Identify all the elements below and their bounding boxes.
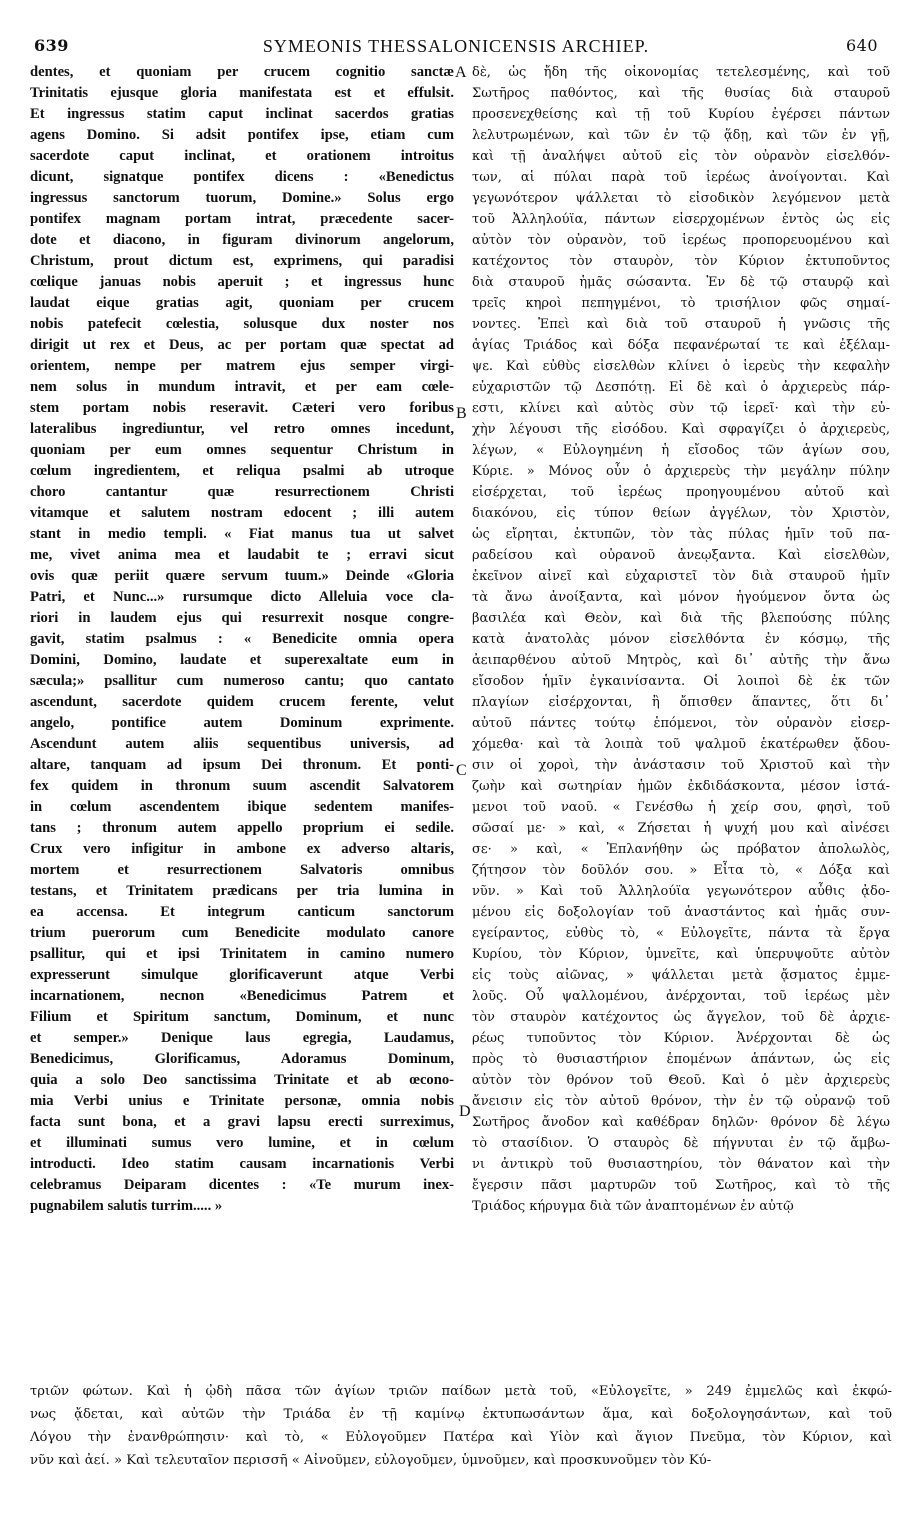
bottom-text-line: νως ᾄδεται, καὶ αὐτῶν τὴν Τριάδα ἐν τῇ καμίνῳ ἐκτυπωσάντων ἅμα, καὶ δοξολογησάντων, καὶ τοῦ — [30, 1407, 892, 1422]
latin-text-line: me, vivet anima mea et laudabit te ; erravi sicut — [30, 547, 454, 563]
latin-text-line: ingressus sanctorum tuorum, Domine.» Solus ergo — [30, 190, 454, 206]
margin-mark-a: A — [455, 64, 467, 81]
latin-text-line: dote et diacono, in figuram divinorum angelorum, — [30, 232, 454, 248]
greek-text-line: βασιλέα καὶ Θεὸν, καὶ διὰ τῆς βλεπούσης πύλης — [472, 611, 890, 626]
latin-text-line: Trinitatis ejusque gloria manifestata est et effulsit. — [30, 85, 454, 101]
latin-column — [30, 62, 454, 1217]
greek-text-line: εὐχαριστῶν τῷ Δεσπότῃ. Εἰ δὲ καὶ ὁ ἀρχιερεὺς πάρ- — [472, 380, 890, 395]
latin-text-line: altare, tanquam ad ipsum Dei thronum. Et ponti- — [30, 757, 454, 773]
latin-text-line: nem solus in mundum intravit, et per eam cœle- — [30, 379, 454, 395]
greek-text-line: ραδείσου καὶ οὐρανοῦ ἀνεῳξαντα. Καὶ εἰσελθὼν, — [472, 548, 890, 563]
greek-text-line: τὰ ἄνω ἀνοίξαντα, καὶ μόνον ἡγούμενον ὄντα ὡς — [472, 590, 890, 605]
greek-text-line: Σωτῆρος παθόντος, καὶ τῆς θυσίας διὰ σταυροῦ — [472, 86, 890, 101]
page-number-left: 639 — [34, 36, 69, 55]
greek-text-line: ἀειπαρθένου αὐτοῦ Μητρὸς, καὶ δι᾽ αὐτῆς τὴν ἄνω — [472, 653, 890, 668]
latin-text-line: gavit, statim psalmus : « Benedicite omnia opera — [30, 631, 454, 647]
greek-text-line: νῦν. » Καὶ τοῦ Ἀλληλούϊα γεγωνότερον αὖθις ᾀδο- — [472, 884, 890, 899]
latin-text-line: dentes, et quoniam per crucem cognitio sanctæ — [30, 64, 454, 80]
greek-text-line: προσενεχθείσης καὶ τῇ τοῦ Κυρίου ἐγέρσει πάντων — [472, 107, 890, 122]
greek-text-line: πρὸς τὸ θυσιαστήριον ἑπομένων ἁπάντων, ὡς εἰς — [472, 1052, 890, 1067]
latin-text-line: pontifex magnam portam intrat, præcedente sacer- — [30, 211, 454, 227]
greek-text-line: τὸν σταυρὸν κατέχοντος ὡς ἄγγελον, τοῦ δὲ ἀρχιε- — [472, 1010, 890, 1025]
greek-text-line: λέγων, « Εὐλογημένη ἡ εἴσοδος τῶν ἁγίων σου, — [472, 443, 890, 458]
latin-text-line: testans, et Trinitatem prædicans per tria lumina in — [30, 883, 454, 899]
greek-text-line: χόμεθα· καὶ τὰ λοιπὰ τοῦ ψαλμοῦ ἑκατέρωθεν ᾄδου- — [472, 737, 890, 752]
margin-mark-b: B — [456, 405, 467, 422]
greek-text-line: εἰς τοὺς αἰῶνας, » ψάλλεται μετὰ ᾄσματος ἐμμε- — [472, 968, 890, 983]
greek-text-line: ρέως τυποῦντος τὸν Κύριον. Ἀνέρχονται δὲ ὡς — [472, 1031, 890, 1046]
latin-text-line: nobis patefecit cœlestia, solusque dux noster nos — [30, 316, 454, 332]
greek-text-line: ἁγίας Τριάδος καὶ δόξα πεφανέρωταί τε καὶ ἐξέλαμ- — [472, 338, 890, 353]
greek-text-line: τοῦ Ἀλληλούϊα, πάντων εἰσερχομένων ἐντὸς ὡς εἰς — [472, 212, 890, 227]
greek-text-line: διακόνου, εἰς τύπον θείων ἀγγέλων, τὸν Χριστὸν, — [472, 506, 890, 521]
greek-text-line: σιν οἱ χοροὶ, τὴν ἀνάστασιν τοῦ Χριστοῦ καὶ τὴν — [472, 758, 890, 773]
greek-text-line: ἐκεῖνον αἰνεῖ καὶ εὐχαριστεῖ τὸν διὰ σταυροῦ ἡμῖν — [472, 569, 890, 584]
latin-text-line: Patri, et Nunc...» rursumque dicto Alleluia voce cla- — [30, 589, 454, 605]
running-header — [28, 36, 884, 60]
running-title: SYMEONIS THESSALONICENSIS ARCHIEP. — [262, 36, 650, 56]
greek-text-line: λοῦς. Οὗ ψαλλομένου, ἀνέρχονται, τοῦ ἱερέως μὲν — [472, 989, 890, 1004]
latin-text-line: dicunt, signatque pontifex dicens : «Benedictus — [30, 169, 454, 185]
greek-text-line: Σωτῆρος ἄνοδον καὶ καθέδραν δηλῶν· θρόνον δὲ λέγω — [472, 1115, 890, 1130]
greek-text-line: ψε. Καὶ εὐθὺς εἰσελθὼν κλίνει ὁ ἱερεὺς τὴν κεφαλὴν — [472, 359, 890, 374]
greek-text-line: Τριάδος κήρυγμα διὰ τῶν ἀναπτομένων ἐν αὐτῷ — [472, 1199, 794, 1214]
latin-text-line: trium puerorum cum Benedicite modulato canore — [30, 925, 454, 941]
latin-text-line: Domini, Domino, laudate et superexaltate eum in — [30, 652, 454, 668]
margin-mark-d: D — [459, 1103, 471, 1120]
greek-text-line: τρεῖς κηροὶ πεπηγμένοι, τὸ τρισήλιον φῶς σημαί- — [472, 296, 890, 311]
greek-text-line: εγείραντος, εὐθὺς τὸ, « Εὐλογεῖτε, πάντα τὰ ἔργα — [472, 926, 890, 941]
greek-text-line: μενοι τοῦ ναοῦ. « Γενέσθω ἡ χείρ σου, φησὶ, τοῦ — [472, 800, 890, 815]
latin-text-line: incarnationem, necnon «Benedicimus Patrem et — [30, 988, 454, 1004]
greek-text-line: νοντες. Ἐπεὶ καὶ διὰ τοῦ σταυροῦ ἡ γνῶσις τῆς — [472, 317, 890, 332]
greek-text-line: ζωὴν καὶ σωτηρίαν ἡμῶν ἐκδιδάσκοντα, μέσον ἱστά- — [472, 779, 890, 794]
greek-text-line: γεγωνότερον ψάλλεται τὸ εἰσοδικὸν λεγόμενον μετὰ — [472, 191, 890, 206]
margin-mark-c: C — [456, 762, 467, 779]
latin-text-line: ascendunt, sacerdote quidem crucem ferente, velut — [30, 694, 454, 710]
latin-text-line: Et ingressus statim caput inclinat sacerdos gratias — [30, 106, 454, 122]
bottom-text-line: Λόγου τὴν ἐνανθρώπησιν· καὶ τὸ, « Εὐλογοῦμεν Πατέρα καὶ Υἱὸν καὶ ἅγιον Πνεῦμα, τὸν Κύριον, καὶ — [30, 1430, 892, 1445]
latin-text-line: lateralibus ingrediuntur, vel retro omnes incedunt, — [30, 421, 454, 437]
greek-text-line: ζήτησον τὸν δοῦλόν σου. » Εἶτα τὸ, « Δόξα καὶ — [472, 863, 890, 878]
greek-text-line: δὲ, ὡς ἤδη τῆς οἰκονομίας τετελεσμένης, καὶ τοῦ — [472, 65, 890, 80]
latin-text-line: orientem, nempe per matrem ejus semper virgi- — [30, 358, 454, 374]
latin-text-line: celebramus Deiparam dicentes : «Te murum inex- — [30, 1177, 454, 1193]
greek-text-line: ὡς εἴρηται, ἐκτυπῶν, τὸν τὰς πύλας ἡμῖν τοῦ πα- — [472, 527, 890, 542]
greek-text-line: διὰ σταυροῦ ἡμᾶς σώσαντα. Ἐν δὲ τῷ σταυρῷ καὶ — [472, 275, 890, 290]
latin-text-line: facta sunt bona, et a gravi lapsu erecti surreximus, — [30, 1114, 454, 1130]
latin-text-line: riori in laudem ejus qui resurrexit nosque congre- — [30, 610, 454, 626]
latin-text-line: laudat eique gratias agit, quoniam per crucem — [30, 295, 454, 311]
page-number-right: 640 — [845, 36, 878, 55]
greek-text-line: αὐτὸν τὸν θρόνον τοῦ Θεοῦ. Καὶ ὁ μὲν ἀρχιερεὺς — [472, 1073, 890, 1088]
latin-text-line: et semper.» Denique laus egregia, Laudamus, — [30, 1030, 454, 1046]
latin-text-line: choro cantantur quæ resurrectionem Christi — [30, 484, 454, 500]
latin-text-line: Filium et Spiritum sanctum, Dominum, et nunc — [30, 1009, 454, 1025]
bottom-text-line: νῦν καὶ ἀεί. » Καὶ τελευταῖον περισσῆ « Αἰνοῦμεν, εὐλογοῦμεν, ὑμνοῦμεν, καὶ προσκυνοῦμεν τὸν Κύ- — [30, 1453, 712, 1468]
greek-text-line: αὐτὸν τὸν οὐρανὸν, τοῦ ἱερέως προπορευομένου καὶ — [472, 233, 890, 248]
latin-text-line: quoniam per eum omnes sequentur Christum in — [30, 442, 454, 458]
greek-text-line: σε· » καὶ, « Ἐπλανήθην ὡς πρόβατον ἀπολωλὸς, — [472, 842, 890, 857]
latin-text-line: tans ; thronum autem appello proprium ei sedile. — [30, 820, 454, 836]
latin-text-line: introducti. Ideo statim causam incarnationis Verbi — [30, 1156, 454, 1172]
greek-bottom-paragraph — [30, 1380, 892, 1472]
latin-text-line: in cœlum ascendentem ibique sedentem manifes- — [30, 799, 454, 815]
latin-text-line: et illuminati sumus vero lumine, et in cœlum — [30, 1135, 454, 1151]
latin-text-line: Ascendunt autem aliis sequentibus universis, ad — [30, 736, 454, 752]
latin-text-line: Benedicimus, Glorificamus, Adoramus Dominum, — [30, 1051, 454, 1067]
bottom-text-line: τριῶν φώτων. Καὶ ἡ ᾠδὴ πᾶσα τῶν ἁγίων τριῶν παίδων μετὰ τοῦ, «Εὐλογεῖτε, » 249 ἐμμελῶς καὶ ἐκφώ- — [30, 1384, 892, 1399]
latin-text-line: quia a solo Deo sanctissima Trinitate et ab œcono- — [30, 1072, 454, 1088]
latin-text-line: cœlum ingredientem, et reliqua psalmi ab utroque — [30, 463, 454, 479]
greek-text-line: καὶ τῇ ἀναλήψει αὐτοῦ εἰς τὸν οὐρανὸν εἰσελθόν- — [472, 149, 890, 164]
greek-text-line: τὸ στασίδιον. Ὁ σταυρὸς δὲ πήγνυται ἐν τῷ ἄμβω- — [472, 1136, 890, 1151]
latin-text-line: mortem et resurrectionem Salvatoris omnibus — [30, 862, 454, 878]
greek-text-line: λελυτρωμένων, καὶ τῶν ἐν τῷ ᾅδῃ, καὶ τῶν ἐν γῇ, — [472, 128, 890, 143]
greek-column — [472, 62, 890, 1217]
greek-text-line: αὐτοῦ πάντες τούτῳ ἑπόμενοι, τὸν οὐρανὸν εἰσερ- — [472, 716, 890, 731]
latin-text-line: pugnabilem salutis turrim..... » — [30, 1198, 223, 1214]
latin-text-line: ea accensa. Et integrum canticum sanctorum — [30, 904, 454, 920]
latin-text-line: Crux vero infigitur in ambone ex adverso altaris, — [30, 841, 454, 857]
latin-text-line: agens Domino. Si adsit pontifex ipse, etiam cum — [30, 127, 454, 143]
greek-text-line: εστι, κλίνει καὶ αὐτὸς σὺν τῷ ἱερεῖ· καὶ τὴν εὐ- — [472, 401, 890, 416]
latin-text-line: mia Verbi unius e Trinitate personæ, omnia nobis — [30, 1093, 454, 1109]
greek-text-line: κατέχοντος τὸν σταυρὸν, τὸν Κύριον ἐκτυποῦντος — [472, 254, 890, 269]
latin-text-line: stant in medio templi. « Fiat manus tua ut salvet — [30, 526, 454, 542]
latin-text-line: angelo, pontifice autem Dominum exprimente. — [30, 715, 454, 731]
greek-text-line: χὴν λέγουσι τῆς εἰσόδου. Καὶ σφραγίζει ὁ ἀρχιερεὺς, — [472, 422, 890, 437]
greek-text-line: εἴσοδον ἡμῖν ἐγκαινίσαντα. Οἱ λοιποὶ δὲ ἐκ τῶν — [472, 674, 890, 689]
latin-text-line: psallitur, qui et ipsi Trinitatem in camino numero — [30, 946, 454, 962]
latin-text-line: stem portam nobis reseravit. Cæteri vero foribus — [30, 400, 454, 416]
latin-text-line: dirigit ut rex et Deus, ac per portam quæ spectat ad — [30, 337, 454, 353]
latin-text-line: sæcula;» psallitur cum numeroso cantu; quo cantato — [30, 673, 454, 689]
latin-text-line: cœlique januas nobis aperuit ; et ingressus hunc — [30, 274, 454, 290]
greek-text-line: μένου εἰς δοξολογίαν τοῦ ἀναστάντος καὶ ἡμᾶς συν- — [472, 905, 890, 920]
greek-text-line: των, αἱ πύλαι παρὰ τοῦ ἱερέως ἀνοίγονται. Καὶ — [472, 170, 890, 185]
greek-text-line: πλαγίων εἰσέρχονται, ἢ ὄπισθεν ἅπαντες, ὅτι δι᾽ — [472, 695, 890, 710]
latin-text-line: vitamque et salutem nostram edocent ; illi autem — [30, 505, 454, 521]
greek-text-line: κατὰ ἀνατολὰς μόνον εἰσελθόντα ἐν κόσμῳ, τῆς — [472, 632, 890, 647]
greek-text-line: Κυρίου, τὸν Κύριον, ὑμνεῖτε, καὶ ὑπερυψοῦτε αὐτὸν — [472, 947, 890, 962]
latin-text-line: ovis quæ periit quære servum tuum.» Deinde «Gloria — [30, 568, 454, 584]
greek-text-line: νι ἀντικρὺ τοῦ θυσιαστηρίου, τὸν θάνατον καὶ τὴν — [472, 1157, 890, 1172]
greek-text-line: ἄνεισιν εἰς τὸν αὐτοῦ θρόνον, τὴν ἐν τῷ οὐρανῷ τοῦ — [472, 1094, 890, 1109]
greek-text-line: Κύριε. » Μόνος οὖν ὁ ἀρχιερεὺς τὴν μεγάλην πύλην — [472, 464, 890, 479]
latin-text-line: fex quidem in thronum suum ascendit Salvatorem — [30, 778, 454, 794]
greek-text-line: ἔγερσιν πᾶσι μαρτυρῶν τοῦ Σωτῆρος, καὶ τὸ τῆς — [472, 1178, 890, 1193]
latin-text-line: Christum, prout dictum est, exprimens, qui paradisi — [30, 253, 454, 269]
greek-text-line: εἰσέρχεται, τοῦ ἱερέως προηγουμένου αὐτοῦ καὶ — [472, 485, 890, 500]
greek-text-line: σῶσαί με· » καὶ, « Ζήσεται ἡ ψυχή μου καὶ αἰνέσει — [472, 821, 890, 836]
latin-text-line: sacerdote caput inclinat, et orationem introitus — [30, 148, 454, 164]
latin-text-line: expresserunt simulque glorificaverunt atque Verbi — [30, 967, 454, 983]
